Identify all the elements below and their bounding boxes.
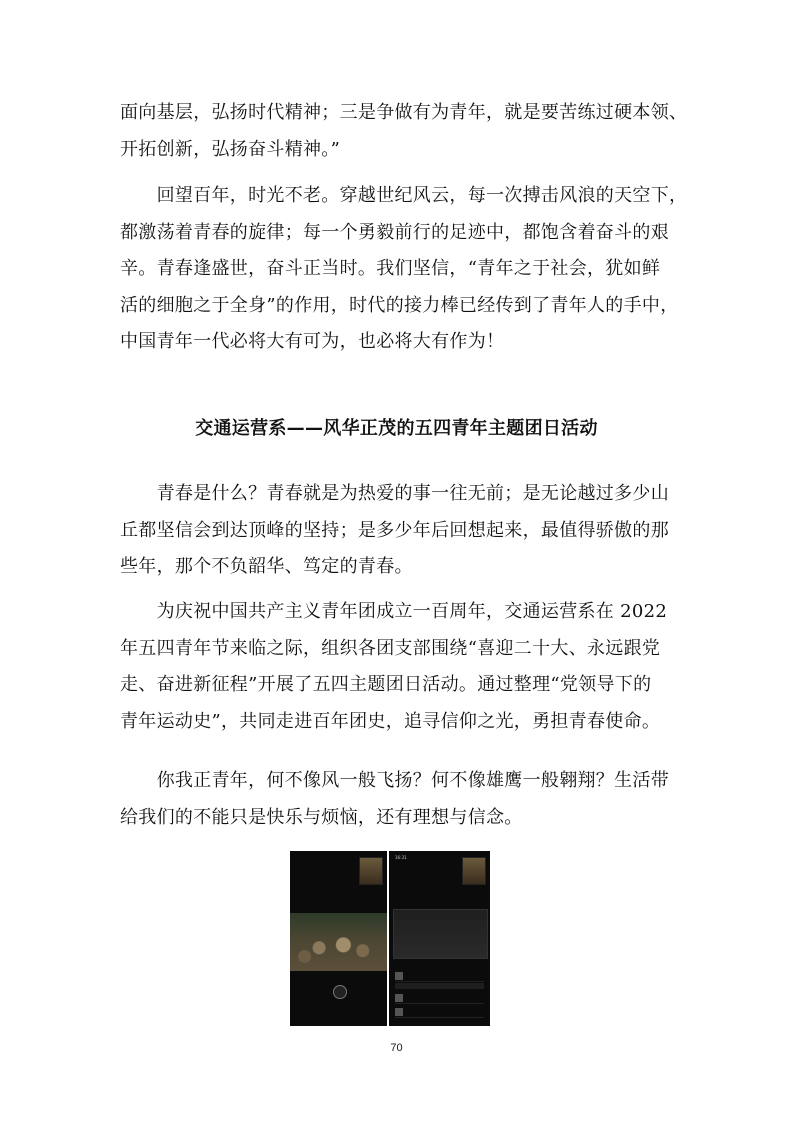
shared-screen-area xyxy=(393,909,488,959)
participant-row xyxy=(395,1007,484,1018)
avatar xyxy=(395,994,403,1002)
picture-in-picture-thumbnail xyxy=(462,857,486,885)
text-line: 给我们的不能只是快乐与烦恼，还有理想与信念。 xyxy=(120,806,523,828)
section-heading: 交通运营系——风华正茂的五四青年主题团日活动 xyxy=(195,418,598,439)
avatar xyxy=(395,1008,403,1016)
paragraph-3 xyxy=(120,476,680,586)
picture-in-picture-thumbnail xyxy=(359,857,383,885)
paragraph-2 xyxy=(120,178,688,361)
page-number: 70 xyxy=(390,1042,403,1054)
text-line: 中国青年一代必将大有可为，也必将大有作为！ xyxy=(120,331,505,352)
paragraph-4 xyxy=(120,594,680,740)
text-line: 回望百年，时光不老。穿越世纪风云，每一次搏击风浪的天空下， xyxy=(120,185,688,206)
meeting-room-video xyxy=(290,913,387,971)
text-line: 开拓创新，弘扬奋斗精神。” xyxy=(120,138,341,160)
text-line: 都激荡着青春的旋律；每一个勇毅前行的足迹中，都饱含着奋斗的艰 xyxy=(120,221,669,243)
participant-row xyxy=(395,971,484,982)
status-bar-time: 16:31 xyxy=(395,855,407,860)
text-line: 活的细胞之于全身”的作用，时代的接力棒已经传到了青年人的手中， xyxy=(120,294,679,316)
text-line: 年五四青年节来临之际，组织各团支部围绕“喜迎二十大、永远跟党 xyxy=(120,637,661,659)
microphone-icon xyxy=(333,985,347,999)
text-line: 丘都坚信会到达顶峰的坚持；是多少年后回想起来，最值得骄傲的那 xyxy=(120,519,669,541)
text-line: 为庆祝中国共产主义青年团成立一百周年，交通运营系在 2022 xyxy=(120,601,668,622)
meeting-app-screen xyxy=(389,851,490,1026)
text-line: 些年，那个不负韶华、笃定的青春。 xyxy=(120,556,413,577)
paragraph-5 xyxy=(120,763,680,836)
text-line: 面向基层，弘扬时代精神；三是争做有为青年，就是要苦练过硬本领、 xyxy=(120,102,688,123)
video-call-screen xyxy=(290,851,387,1026)
text-line: 青年运动史”，共同走进百年团史，追寻信仰之光，勇担青春使命。 xyxy=(120,710,661,732)
participant-row xyxy=(395,993,484,1004)
activity-screenshot-photo xyxy=(290,851,490,1026)
paragraph-1 xyxy=(120,95,688,168)
avatar xyxy=(395,972,403,980)
text-line: 青春是什么？青春就是为热爱的事一往无前；是无论越过多少山 xyxy=(120,483,669,504)
text-line: 你我正青年，何不像风一般飞扬？何不像雄鹰一般翱翔？生活带 xyxy=(120,770,669,791)
participant-tabs xyxy=(395,983,484,989)
text-line: 走、奋进新征程”开展了五四主题团日活动。通过整理“党领导下的 xyxy=(120,674,652,695)
text-line: 辛。青春逢盛世，奋斗正当时。我们坚信，“青年之于社会，犹如鲜 xyxy=(120,258,661,279)
